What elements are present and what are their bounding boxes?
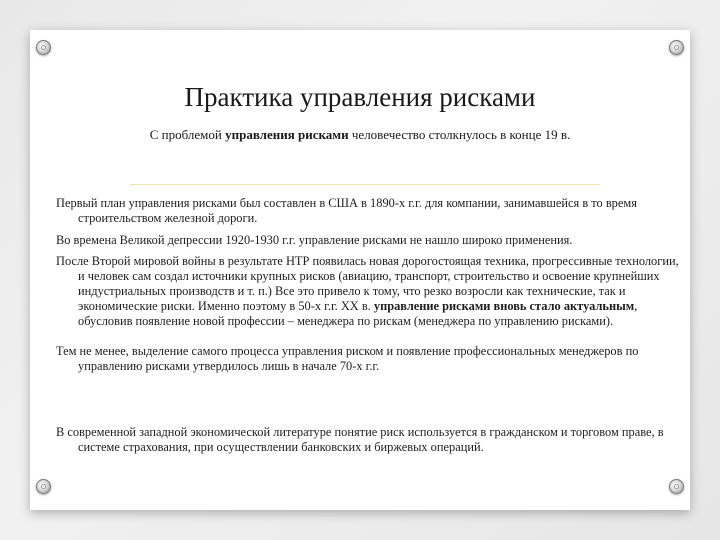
subtitle-text-start: С проблемой	[149, 127, 226, 142]
divider-line	[130, 184, 600, 185]
pushpin-icon	[669, 40, 684, 55]
paragraph-post-war-end: , обусловив появление новой профессии – менеджера по рискам (менеджера по управлению рисками).	[78, 299, 638, 328]
pushpin-icon	[36, 479, 51, 494]
subtitle-text-end: человечество столкнулось в конце 19 в.	[348, 127, 571, 142]
paragraph-first-plan: Первый план управления рисками был составлен в США в 1890-х г.г. для компании, занимавшейся в то время строительством железной дороги.	[56, 196, 637, 225]
paragraph-post-war-emphasis: управление рисками вновь стало актуальным	[373, 299, 635, 313]
paragraph-modern-literature: В современной западной экономической литературе понятие риск используется в гражданском и торговом праве, в системе страхования, при осуществлении банковских и биржевых операций.	[56, 425, 664, 454]
subtitle	[0, 127, 720, 143]
page-title: Практика управления рисками	[184, 82, 536, 112]
paragraph-seventies: Тем не менее, выделение самого процесса управления риском и появление профессиональных менеджеров по управлению рисками утвердилось лишь в начале 70-х г.г.	[56, 344, 639, 373]
paragraph-post-war-start: После Второй мировой войны в результате НТР появилась новая дорогостоящая техника, прогрессивные технологии, и человек сам создал источники крупных рисков (авиацию, транспорт, строительство и освоение крупнейших индустриальных производств и т. п.) Все это привело к тому, что резко возросли как технические, так и экономические риски. Именно поэтому в 50-х г.г. XX в.	[56, 254, 679, 313]
pushpin-icon	[36, 40, 51, 55]
paragraph-great-depression: Во времена Великой депрессии 1920-1930 г.г. управление рисками не нашло широко применения.	[56, 233, 573, 247]
paragraph-post-war	[56, 254, 688, 329]
subtitle-emphasis: управления рисками	[225, 127, 349, 142]
pushpin-icon	[669, 479, 684, 494]
